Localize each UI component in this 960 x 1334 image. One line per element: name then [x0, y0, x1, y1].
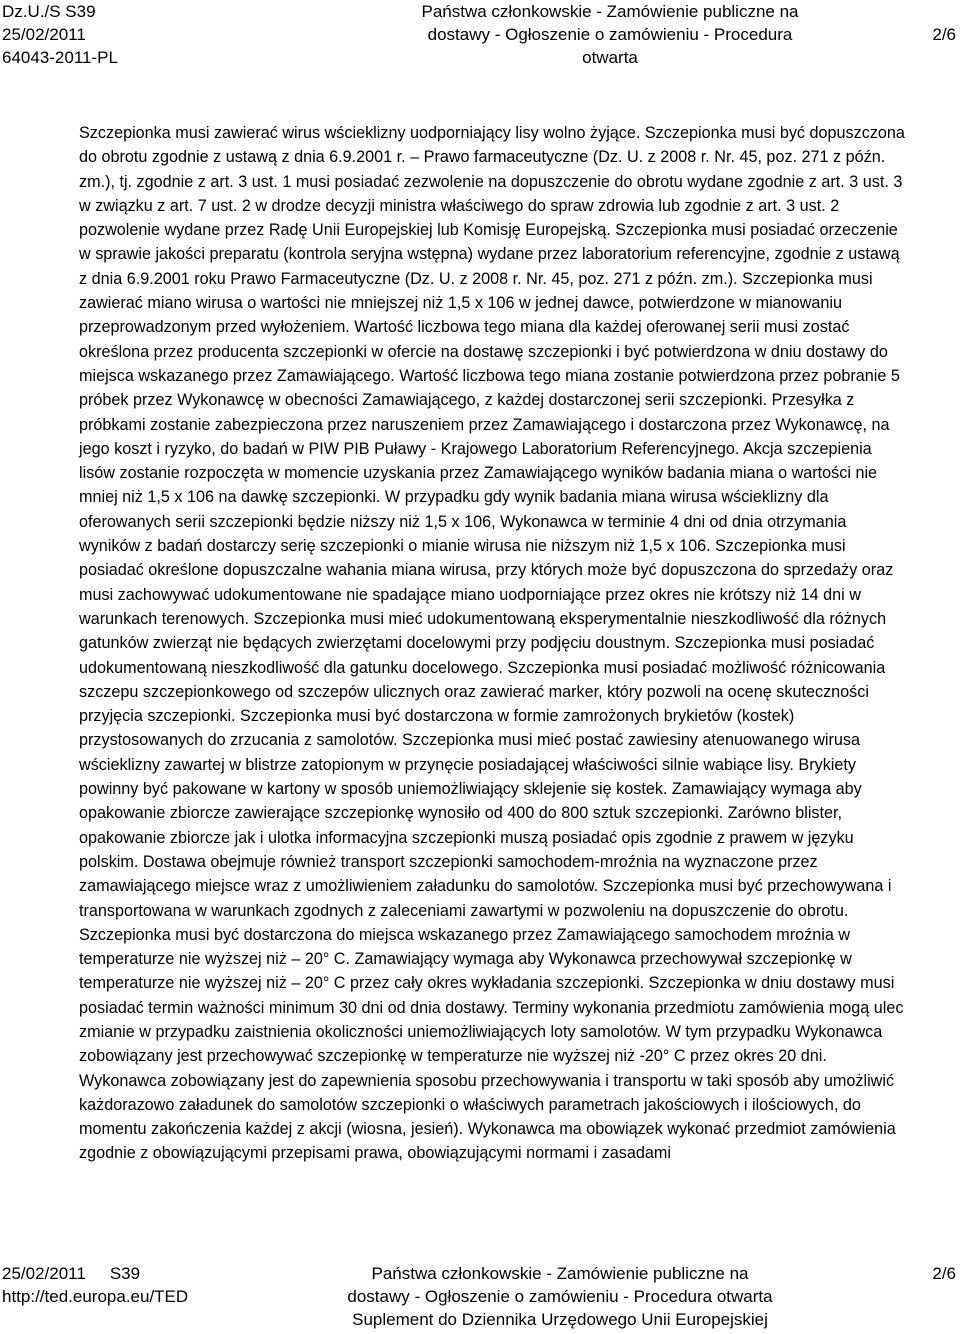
footer-date-series [2, 1262, 188, 1285]
footer-center [310, 1262, 810, 1331]
footer-left [2, 1262, 188, 1308]
footer-date: 25/02/2011 [2, 1264, 86, 1283]
footer-page-number: 2/6 [932, 1264, 956, 1283]
page-header [0, 0, 960, 70]
footer-series: S39 [109, 1264, 141, 1283]
header-journal-ref: Dz.U./S S39 [2, 2, 96, 21]
header-date: 25/02/2011 [2, 25, 86, 44]
header-title-line-1: Państwa członkowskie - Zamówienie publiczne na [421, 2, 799, 21]
header-title-line-2: dostawy - Ogłoszenie o zamówieniu - Procedura otwarta [427, 25, 793, 67]
page-footer [0, 1262, 960, 1334]
footer-title-line-1: Państwa członkowskie - Zamówienie publiczne na [371, 1264, 749, 1283]
header-left [2, 0, 118, 69]
header-center [410, 0, 810, 69]
footer-url[interactable]: http://ted.europa.eu/TED [2, 1287, 189, 1306]
header-notice-number: 64043-2011-PL [2, 48, 118, 67]
body-paragraph: Szczepionka musi zawierać wirus wścieklizny uodporniający lisy wolno żyjące. Szczepionka musi być dopuszczona do obrotu zgodnie z ustawą z dnia 6.9.2001 r. – Prawo farmaceutyczne (Dz. U. z 2008 r. Nr. 45, poz. 271 z późn. zm.), tj. zgodnie z art. 3 ust. 1 musi posiadać zezwolenie na dopuszczenie do obrotu wydane zgodnie z art. 3 ust. 3 w związku z art. 7 ust. 2 w drodze decyzji ministra właściwego do spraw zdrowia lub zgodnie z art. 3 ust. 2 pozwolenie wydane przez Radę Unii Europejskiej lub Komisję Europejską. Szczepionka musi posiadać orzeczenie w sprawie jakości preparatu (kontrola seryjna wstępna) wydane przez laboratorium referencyjne, zgodnie z ustawą z dnia 6.9.2001 roku Prawo Farmaceutyczne (Dz. U. z 2008 r. Nr. 45, poz. 271 z późn. zm.). Szczepionka musi zawierać miano wirusa o wartości nie mniejszej niż 1,5 x 106 w jednej dawce, potwierdzone w mianowaniu przeprowadzonym przed wyłożeniem. Wartość liczbowa tego miana dla każdej oferowanej serii musi zostać określona przez producenta szczepionki w ofercie na dostawę szczepionki i być potwierdzona w dniu dostawy do miejsca wskazanego przez Zamawiającego. Wartość liczbowa tego miana zostanie potwierdzona przez pobranie 5 próbek przez Wykonawcę w obecności Zamawiającego, z każdej dostarczonej serii szczepionki. Przesyłka z próbkami zostanie zabezpieczona przez naruszeniem przez Zamawiającego i dostarczona przez Wykonawcę, na jego koszt i ryzyko, do badań w PIW PIB Puławy - Krajowego Laboratorium Referencyjnego. Akcja szczepienia lisów zostanie rozpoczęta w momencie uzyskania przez Zamawiającego wyników badania miana o wartości nie mniej niż 1,5 x 106 na dawkę szczepionki. W przypadku gdy wynik badania miana wirusa wścieklizny dla oferowanych serii szczepionki będzie niższy niż 1,5 x 106, Wykonawca w terminie 4 dni od dnia otrzymania wyników z badań dostarczy serię szczepionki o mianie wirusa nie niższym niż 1,5 x 106. Szczepionka musi posiadać określone dopuszczalne wahania miana wirusa, przy których może być dopuszczona do sprzedaży oraz musi zachowywać udokumentowane nie spadające miano uodporniające przez okres nie krótszy niż 14 dni w warunkach terenowych. Szczepionka musi mieć udokumentowaną eksperymentalnie nieszkodliwość dla różnych gatunków zwierząt nie będących zwierzętami docelowymi przy podjęciu doustnym. Szczepionka musi posiadać udokumentowaną nieszkodliwość dla gatunku docelowego. Szczepionka musi posiadać możliwość różnicowania szczepu szczepionkowego od szczepów ulicznych oraz zawierać marker, który pozwoli na ocenę skuteczności przyjęcia szczepionki. Szczepionka musi być dostarczona w formie zamrożonych brykietów (kostek) przystosowanych do zrzucania z samolotów. Szczepionka musi mieć postać zawiesiny atenuowanego wirusa wścieklizny zawartej w blistrze zatopionym w przynęcie posiadającej właściwości silnie wabiące lisy. Brykiety powinny być pakowane w kartony w sposób uniemożliwiający sklejenie się kostek. Zamawiający wymaga aby opakowanie zbiorcze zawierające szczepionkę wynosiło od 400 do 800 sztuk szczepionki. Zarówno blister, opakowanie zbiorcze jak i ulotka informacyjna szczepionki muszą posiadać opis zgodnie z prawem w języku polskim. Dostawa obejmuje również transport szczepionki samochodem-mroźnia na wyznaczone przez zamawiającego miejsce wraz z umożliwieniem załadunku do samolotów. Szczepionka musi być przechowywana i transportowana w warunkach zgodnych z zaleceniami zawartymi w pozwoleniu na dopuszczenie do obrotu. Szczepionka musi być dostarczona do miejsca wskazanego przez Zamawiającego samochodem mroźnia w temperaturze nie wyższej niż – 20° C. Zamawiający wymaga aby Wykonawca przechowywał szczepionkę w temperaturze nie wyższej niż – 20° C przez cały okres wykładania szczepionki. Szczepionka w dniu dostawy musi posiadać termin ważności minimum 30 dni od dnia dostawy. Terminy wykonania przedmiotu zamówienia mogą ulec zmianie w przypadku zaistnienia okoliczności uniemożliwiających loty samolotów. W tym przypadku Wykonawca zobowiązany jest przechowywać szczepionkę w temperaturze nie wyższej niż -20° C przez okres 20 dni. Wykonawca zobowiązany jest do zapewnienia sposobu przechowywania i transportu w taki sposób aby umożliwić każdorazowo załadunek do samolotów szczepionki o właściwych parametrach jakościowych i ilościowych, do momentu zakończenia każdej z akcji (wiosna, jesień). Wykonawca ma obowiązek wykonać przedmiot zamówienia zgodnie z obowiązującymi przepisami prawa, obowiązującymi normami i zasadami [79, 124, 905, 1163]
header-page-number: 2/6 [932, 25, 956, 44]
footer-title-line-2: dostawy - Ogłoszenie o zamówieniu - Procedura otwarta [347, 1287, 773, 1306]
footer-supplement: Suplement do Dziennika Urzędowego Unii Europejskiej [352, 1310, 768, 1329]
